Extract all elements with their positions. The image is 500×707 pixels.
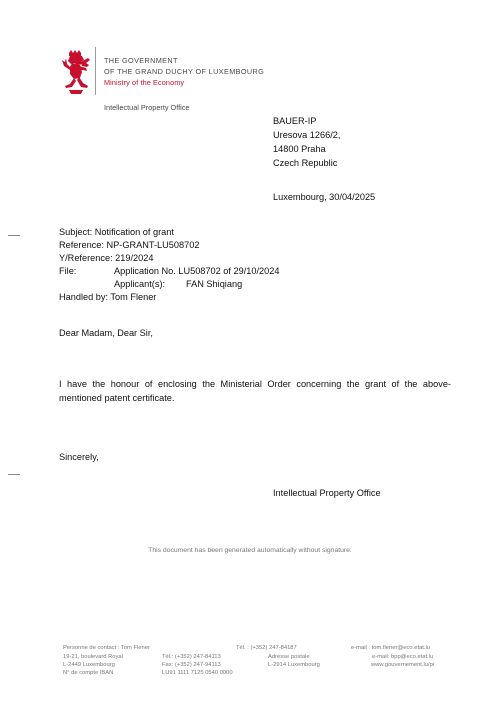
signature-block: Intellectual Property Office	[273, 488, 381, 498]
reference-line: Reference: NP-GRANT-LU508702	[59, 240, 200, 250]
letter-body: I have the honour of enclosing the Ministerial Order concerning the grant of the above-mentioned patent certificate.	[59, 379, 451, 403]
handled-by-line: Handled by: Tom Flener	[59, 292, 157, 302]
header-divider	[95, 47, 96, 95]
footer-email[interactable]: e-mail: bpp@eco.etat.lu	[372, 654, 434, 660]
footer-postal-city: L-2914 Luxembourg	[268, 662, 320, 668]
file-label: File:	[59, 266, 77, 276]
applicant-value: FAN Shiqiang	[186, 279, 243, 289]
footer-contact-email[interactable]: e-mail : tom.flener@eco.etat.lu	[351, 645, 431, 651]
recipient-name: BAUER-IP	[273, 116, 317, 126]
recipient-street: Uresova 1266/2,	[273, 130, 341, 140]
file-value: Application No. LU508702 of 29/10/2024	[114, 266, 280, 276]
applicant-label: Applicant(s):	[114, 279, 166, 289]
recipient-country: Czech Republic	[273, 158, 338, 168]
footer-contact: Personne de contact : Tom Flener	[63, 645, 150, 651]
auto-generated-note: This document has been generated automatically without signature.	[148, 547, 352, 554]
y-reference-line: Y/Reference: 219/2024	[59, 253, 154, 263]
subject-line: Subject: Notification of grant	[59, 227, 174, 237]
ministry-name: Ministry of the Economy	[104, 78, 185, 87]
footer-address-line1: 19-21, boulevard Royal	[63, 654, 123, 660]
recipient-city: 14800 Praha	[273, 144, 326, 154]
footer-iban: LU91 1111 7125 0540 0000	[162, 670, 233, 676]
fold-mark	[8, 235, 20, 236]
government-line-2: OF THE GRAND DUCHY OF LUXEMBOURG	[104, 67, 265, 76]
footer-fax: Fax: (+352) 247-94113	[162, 662, 221, 668]
letter-date: Luxembourg, 30/04/2025	[273, 192, 376, 202]
closing: Sincerely,	[59, 452, 99, 462]
fold-mark	[8, 474, 20, 475]
office-name: Intellectual Property Office	[104, 103, 190, 112]
salutation: Dear Madam, Dear Sir,	[59, 328, 153, 338]
footer-account-label: N° de compte IBAN	[63, 670, 114, 676]
footer-contact-tel: Tél. : (+352) 247-84187	[236, 645, 297, 651]
footer-postal-label: Adresse postale	[268, 654, 310, 660]
footer-tel: Tél.: (+352) 247-84113	[162, 654, 221, 660]
footer-website[interactable]: www.gouvernement.lu/pi	[371, 662, 435, 668]
footer-address-line2: L-2449 Luxembourg	[63, 662, 115, 668]
red-lion-icon	[60, 50, 92, 94]
government-line-1: THE GOVERNMENT	[104, 56, 178, 65]
